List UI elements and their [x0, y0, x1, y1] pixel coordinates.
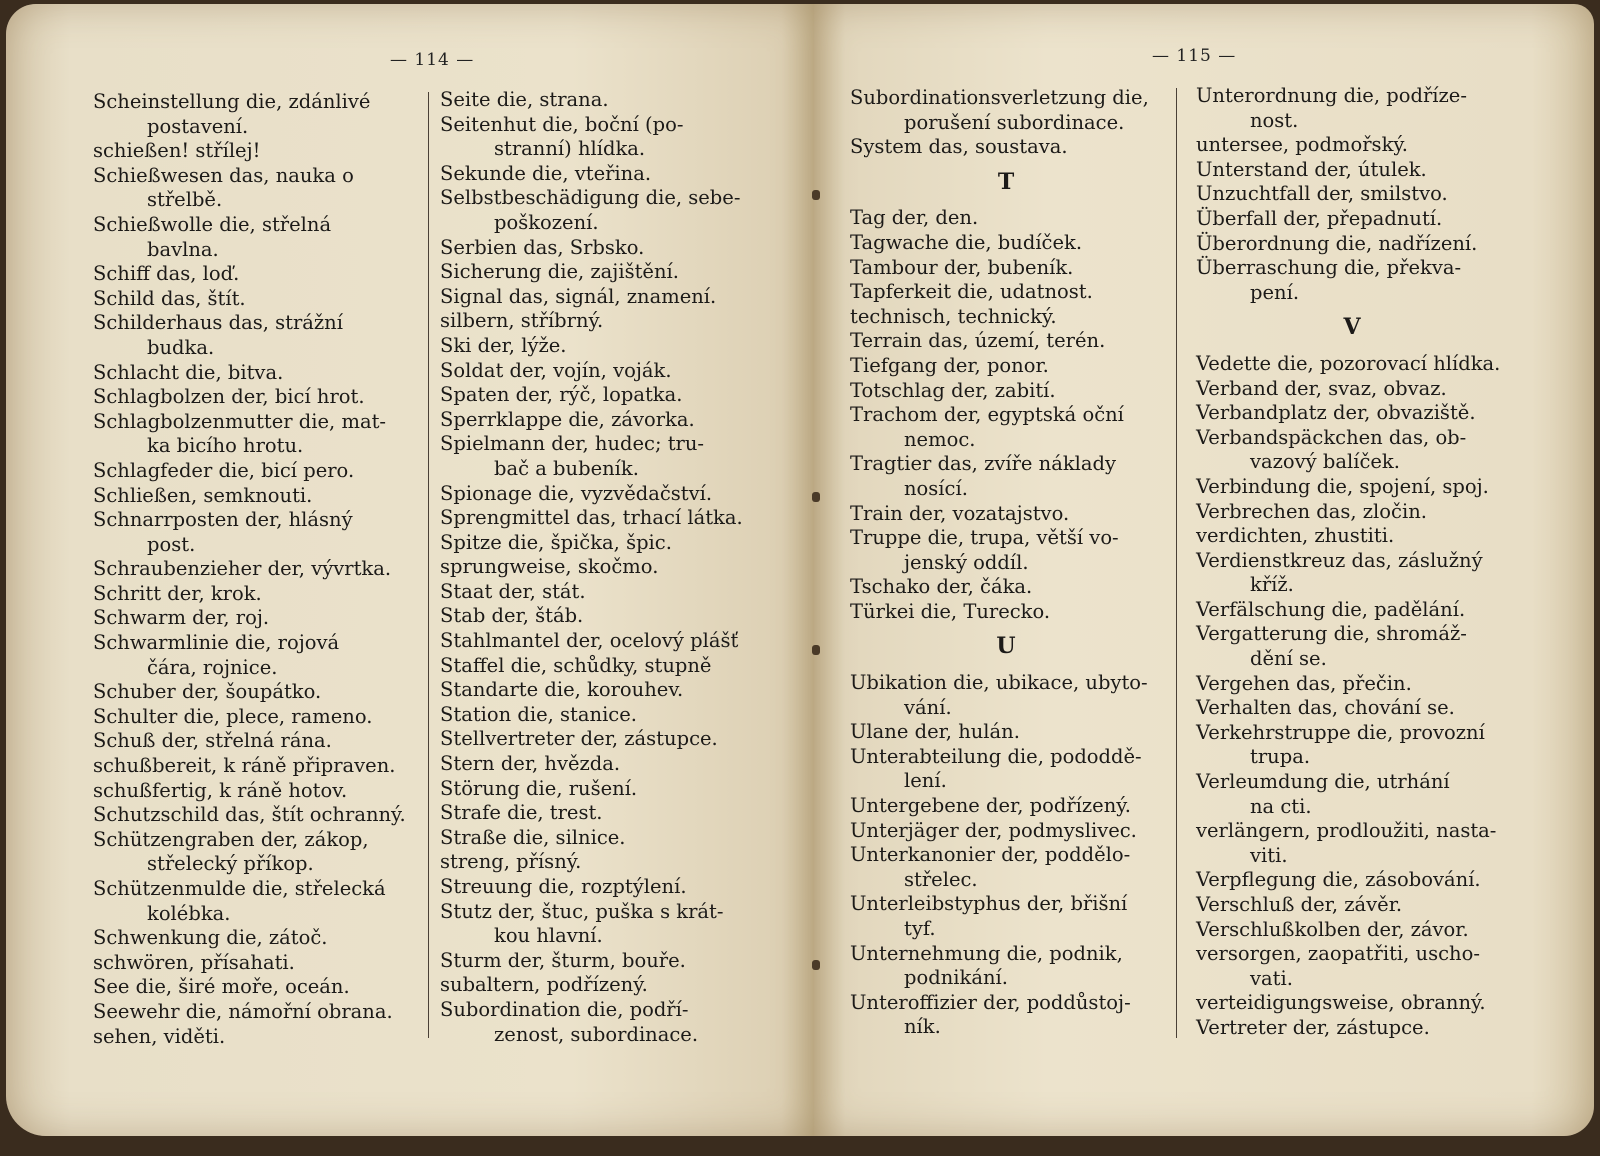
dictionary-entry	[93, 287, 411, 312]
entry-text: Trachom der, egyptská oční	[850, 403, 1124, 427]
dictionary-entry	[93, 1000, 411, 1025]
entry-text: Türkei die, Turecko.	[850, 599, 1051, 623]
dictionary-entry	[440, 777, 758, 802]
dictionary-entry	[93, 754, 411, 779]
entry-text: Störung die, rušení.	[440, 776, 638, 800]
dictionary-entry	[1196, 524, 1508, 549]
entry-text: Verfälschung die, padělání.	[1196, 597, 1466, 621]
dictionary-entry	[93, 459, 411, 484]
entry-text: Schlacht die, bitva.	[93, 360, 284, 384]
entry-text: Unteroffizier der, poddůstoj-	[850, 990, 1131, 1014]
entry-text: Seite die, strana.	[440, 88, 609, 111]
dictionary-entry	[440, 949, 758, 974]
dictionary-entry	[93, 606, 411, 631]
dictionary-entry	[440, 801, 758, 826]
entry-text: Schlagbolzen der, bicí hrot.	[93, 385, 365, 409]
dictionary-entry	[1196, 622, 1508, 671]
entry-text: Schnarrposten der, hlásný	[93, 508, 353, 532]
entry-text: Schwarm der, roj.	[93, 606, 270, 630]
entry-text: Sicherung die, zajištění.	[440, 260, 679, 284]
dictionary-entry	[440, 531, 758, 556]
section-letter: V	[1343, 314, 1361, 341]
entry-text: Tschako der, čáka.	[850, 575, 1033, 599]
entry-text: Schritt der, krok.	[93, 581, 262, 605]
dictionary-entry	[1196, 549, 1508, 598]
dictionary-entry	[440, 580, 758, 605]
entry-text: Schützenmulde die, střelecká	[93, 877, 386, 900]
entry-text: Vedette die, pozorovací hlídka.	[1196, 351, 1501, 375]
entry-text: Tambour der, bubeník.	[850, 255, 1074, 279]
dictionary-entry	[93, 729, 411, 754]
dictionary-entry	[850, 280, 1162, 305]
entry-text: Seitenhut die, boční (po-	[440, 112, 684, 136]
entry-continuation: vání.	[904, 695, 952, 719]
entry-text: Überfall der, přepadnutí.	[1196, 206, 1443, 230]
dictionary-entry	[93, 1025, 411, 1050]
entry-continuation: bač a bubeník.	[494, 456, 639, 480]
entry-continuation: viti.	[1250, 843, 1288, 867]
dictionary-entry	[850, 794, 1162, 819]
left-column-2	[440, 88, 758, 1047]
dictionary-entry	[93, 311, 411, 360]
dictionary-entry	[440, 408, 758, 433]
entry-text: Unterordnung die, podříze-	[1196, 84, 1467, 107]
dictionary-entry	[850, 135, 1162, 160]
dictionary-entry	[93, 975, 411, 1000]
dictionary-entry	[440, 506, 758, 531]
dictionary-entry	[1196, 942, 1508, 991]
dictionary-entry	[1196, 232, 1508, 257]
dictionary-entry	[93, 139, 411, 164]
entry-text: Tagwache die, budíček.	[850, 230, 1083, 254]
entry-continuation: nosící.	[904, 476, 968, 500]
left-column-1	[93, 90, 411, 1049]
dictionary-entry	[850, 575, 1162, 600]
dictionary-entry	[440, 678, 758, 703]
column-divider	[428, 92, 429, 1038]
entry-continuation: čára, rojnice.	[147, 655, 278, 679]
entry-continuation: nost.	[1250, 108, 1299, 132]
entry-continuation: nemoc.	[904, 427, 976, 451]
dictionary-entry	[850, 720, 1162, 745]
entry-text: Schilderhaus das, strážní	[93, 311, 343, 335]
dictionary-entry	[440, 629, 758, 654]
dictionary-entry	[93, 705, 411, 730]
dictionary-entry	[1196, 256, 1508, 305]
entry-continuation: střelecký příkop.	[147, 852, 314, 876]
dictionary-entry	[850, 942, 1162, 991]
entry-text: Unzuchtfall der, smilstvo.	[1196, 182, 1448, 206]
entry-text: Spielmann der, hudec; tru-	[440, 432, 705, 456]
entry-continuation: lení.	[904, 769, 947, 793]
dictionary-entry	[93, 385, 411, 410]
dictionary-entry	[1196, 868, 1508, 893]
entry-text: Streuung die, rozptýlení.	[440, 875, 687, 898]
entry-text: schießen! střílej!	[93, 139, 261, 163]
entry-text: Stutz der, štuc, puška s krát-	[440, 899, 724, 923]
dictionary-entry	[93, 484, 411, 509]
entry-text: Soldat der, vojín, voják.	[440, 358, 672, 382]
dictionary-entry	[440, 383, 758, 408]
dictionary-entry	[1196, 672, 1508, 697]
dictionary-entry	[440, 260, 758, 285]
dictionary-entry	[1196, 696, 1508, 721]
binding-stitch	[812, 960, 820, 970]
dictionary-entry	[93, 90, 411, 139]
entry-continuation: vazový balíček.	[1250, 450, 1400, 474]
entry-text: Standarte die, korouhev.	[440, 678, 684, 702]
entry-text: Verkehrstruppe die, provozní	[1196, 720, 1485, 744]
entry-text: Selbstbeschädigung die, sebe-	[440, 186, 741, 210]
dictionary-entry	[440, 309, 758, 334]
entry-text: Verhalten das, chování se.	[1196, 696, 1455, 720]
entry-text: Tag der, den.	[850, 206, 979, 230]
entry-text: Stab der, štáb.	[440, 604, 584, 628]
dictionary-entry	[1196, 84, 1508, 133]
entry-text: Unterstand der, útulek.	[1196, 157, 1427, 181]
dictionary-entry	[93, 680, 411, 705]
dictionary-entry	[1196, 133, 1508, 158]
dictionary-entry	[440, 850, 758, 875]
dictionary-entry	[440, 752, 758, 777]
dictionary-entry	[93, 410, 411, 459]
entry-text: Tapferkeit die, udatnost.	[850, 280, 1093, 304]
dictionary-entry	[1196, 1016, 1508, 1041]
entry-text: Untergebene der, podřízený.	[850, 794, 1131, 818]
entry-continuation: stranní) hlídka.	[494, 137, 646, 161]
entry-text: Ski der, lýže.	[440, 333, 567, 357]
dictionary-entry	[440, 826, 758, 851]
column-divider	[1176, 88, 1177, 1038]
dictionary-entry	[440, 555, 758, 580]
dictionary-entry	[850, 403, 1162, 452]
entry-text: Verleumdung die, utrhání	[1196, 770, 1450, 794]
dictionary-entry	[440, 88, 758, 113]
entry-text: subaltern, podřízený.	[440, 973, 648, 997]
entry-text: Station die, stanice.	[440, 702, 637, 726]
dictionary-entry	[440, 727, 758, 752]
dictionary-entry	[440, 482, 758, 507]
section-letter: T	[997, 168, 1015, 195]
entry-text: Unterabteilung die, pododdě-	[850, 744, 1142, 768]
page-number-left: — 114 —	[390, 50, 475, 70]
entry-text: verlängern, prodloužiti, nasta-	[1196, 819, 1497, 843]
entry-continuation: porušení subordinace.	[904, 110, 1125, 134]
entry-text: Scheinstellung die, zdánlivé	[93, 90, 371, 113]
entry-text: Schutzschild das, štít ochranný.	[93, 803, 406, 827]
entry-text: silbern, stříbrný.	[440, 309, 604, 333]
dictionary-entry	[850, 502, 1162, 527]
entry-text: Vergatterung die, shromáž-	[1196, 622, 1467, 646]
dictionary-entry	[440, 703, 758, 728]
entry-continuation: podnikání.	[904, 966, 1008, 990]
dictionary-entry	[93, 828, 411, 877]
dictionary-entry	[850, 452, 1162, 501]
entry-text: Schulter die, plece, rameno.	[93, 704, 373, 728]
entry-text: Sprengmittel das, trhací látka.	[440, 506, 743, 530]
entry-text: Verbandspäckchen das, ob-	[1196, 425, 1467, 449]
entry-text: Verpflegung die, zásobování.	[1196, 868, 1481, 892]
dictionary-entry	[850, 231, 1162, 256]
dictionary-entry	[1196, 426, 1508, 475]
dictionary-entry	[1196, 475, 1508, 500]
entry-text: Tiefgang der, ponor.	[850, 353, 1049, 377]
entry-text: untersee, podmořský.	[1196, 133, 1409, 157]
dictionary-entry	[440, 875, 758, 900]
dictionary-entry	[93, 557, 411, 582]
entry-text: Überordnung die, nadřízení.	[1196, 231, 1478, 255]
dictionary-entry	[93, 262, 411, 287]
entry-text: Verbindung die, spojení, spoj.	[1196, 474, 1489, 498]
dictionary-entry	[440, 162, 758, 187]
entry-continuation: střelbě.	[147, 188, 223, 212]
entry-continuation: trupa.	[1250, 745, 1311, 769]
dictionary-entry	[93, 779, 411, 804]
entry-text: Verschluß der, závěr.	[1196, 893, 1403, 916]
dictionary-entry	[440, 113, 758, 162]
entry-text: Verdienstkreuz das, záslužný	[1196, 548, 1483, 572]
dictionary-entry	[440, 432, 758, 481]
dictionary-entry	[1196, 991, 1508, 1016]
entry-text: Schiff das, loď.	[93, 262, 240, 286]
entry-text: Staffel die, schůdky, stupně	[440, 653, 712, 677]
entry-text: Sturm der, šturm, bouře.	[440, 948, 686, 972]
entry-text: versorgen, zaopatřiti, uscho-	[1196, 942, 1480, 966]
entry-text: Schließen, semknouti.	[93, 483, 313, 507]
dictionary-entry	[1196, 182, 1508, 207]
dictionary-entry	[1196, 158, 1508, 183]
entry-text: Ubikation die, ubikace, ubyto-	[850, 671, 1148, 695]
entry-text: Schraubenzieher der, vývrtka.	[93, 557, 392, 581]
entry-text: Totschlag der, zabití.	[850, 378, 1056, 402]
entry-text: Train der, vozatajstvo.	[850, 501, 1070, 525]
entry-text: Überraschung die, překva-	[1196, 256, 1462, 280]
binding-stitch	[812, 645, 820, 655]
entry-text: Schlagfeder die, bicí pero.	[93, 458, 355, 482]
entry-text: Sperrklappe die, závorka.	[440, 407, 695, 431]
dictionary-entry	[850, 892, 1162, 941]
entry-continuation: poškození.	[494, 210, 599, 234]
page-number-right: — 115 —	[1152, 46, 1237, 66]
entry-continuation: vati.	[1250, 966, 1293, 990]
dictionary-entry	[440, 654, 758, 679]
dictionary-entry	[850, 526, 1162, 575]
dictionary-entry	[1196, 819, 1508, 868]
entry-text: Schwarmlinie die, rojová	[93, 631, 340, 655]
entry-continuation: kříž.	[1250, 573, 1294, 597]
binding-stitch	[812, 492, 820, 502]
entry-text: Spionage die, vyzvědačství.	[440, 481, 713, 505]
entry-text: Schießwesen das, nauka o	[93, 163, 354, 187]
entry-text: Subordinationsverletzung die,	[850, 86, 1149, 109]
dictionary-entry	[93, 213, 411, 262]
entry-text: verdichten, zhustiti.	[1196, 524, 1395, 548]
right-column-1	[850, 86, 1162, 1040]
dictionary-entry	[850, 305, 1162, 330]
entry-text: Schlagbolzenmutter die, mat-	[93, 409, 386, 433]
dictionary-entry	[1196, 918, 1508, 943]
entry-continuation: ník.	[904, 1015, 941, 1039]
dictionary-entry	[440, 236, 758, 261]
entry-text: Stellvertreter der, zástupce.	[440, 727, 718, 751]
entry-text: Truppe die, trupa, větší vo-	[850, 526, 1119, 550]
dictionary-entry	[850, 745, 1162, 794]
right-column-2	[1196, 84, 1508, 1041]
dictionary-entry	[850, 600, 1162, 625]
dictionary-entry	[850, 329, 1162, 354]
entry-text: Schild das, štít.	[93, 286, 246, 310]
entry-continuation: tyf.	[904, 917, 936, 940]
entry-text: System das, soustava.	[850, 135, 1068, 159]
dictionary-entry	[440, 285, 758, 310]
dictionary-entry	[850, 991, 1162, 1040]
entry-continuation: dění se.	[1250, 647, 1327, 671]
entry-text: Signal das, signál, znamení.	[440, 284, 717, 308]
entry-text: Schießwolle die, střelná	[93, 212, 332, 236]
dictionary-entry	[1196, 207, 1508, 232]
entry-continuation: pení.	[1250, 280, 1300, 304]
entry-continuation: kou hlavní.	[494, 924, 603, 948]
dictionary-entry	[93, 582, 411, 607]
dictionary-entry	[1196, 770, 1508, 819]
dictionary-entry	[1196, 598, 1508, 623]
entry-continuation: budka.	[147, 335, 215, 359]
dictionary-entry	[1196, 401, 1508, 426]
dictionary-entry	[850, 671, 1162, 720]
entry-text: Staat der, stát.	[440, 579, 586, 603]
entry-text: Vertreter der, zástupce.	[1196, 1015, 1430, 1039]
entry-text: streng, přísný.	[440, 850, 582, 874]
entry-continuation: na cti.	[1250, 794, 1312, 818]
entry-text: Spaten der, rýč, lopatka.	[440, 383, 683, 407]
entry-text: Unterkanonier der, poddělo-	[850, 843, 1131, 867]
entry-continuation: zenost, subordinace.	[494, 1022, 699, 1046]
dictionary-entry	[850, 86, 1162, 135]
entry-text: Serbien das, Srbsko.	[440, 235, 645, 259]
entry-text: Stern der, hvězda.	[440, 752, 621, 776]
dictionary-entry	[440, 359, 758, 384]
entry-text: Terrain das, území, terén.	[850, 329, 1106, 353]
entry-text: Unterleibstyphus der, břišní	[850, 892, 1128, 916]
entry-text: schwören, přísahati.	[93, 950, 295, 974]
dictionary-entry	[93, 361, 411, 386]
dictionary-entry	[93, 164, 411, 213]
dictionary-entry	[850, 256, 1162, 281]
entry-text: Verschlußkolben der, závor.	[1196, 917, 1469, 941]
dictionary-entry	[1196, 377, 1508, 402]
dictionary-entry	[440, 900, 758, 949]
entry-text: Schuber der, šoupátko.	[93, 680, 322, 704]
section-letter: U	[996, 633, 1016, 660]
entry-text: Unterjäger der, podmyslivec.	[850, 818, 1137, 842]
entry-text: Vergehen das, přečin.	[1196, 671, 1412, 695]
entry-text: Spitze die, špička, špic.	[440, 530, 672, 554]
dictionary-entry	[440, 604, 758, 629]
entry-text: Sekunde die, vteřina.	[440, 161, 652, 185]
entry-text: sprungweise, skočmo.	[440, 555, 659, 579]
dictionary-entry	[850, 819, 1162, 844]
entry-continuation: jenský oddíl.	[904, 550, 1029, 574]
entry-text: Schützengraben der, zákop,	[93, 827, 369, 851]
binding-stitch	[812, 190, 820, 200]
dictionary-entry	[93, 877, 411, 926]
entry-continuation: bavlna.	[147, 237, 219, 261]
dictionary-entry	[1196, 721, 1508, 770]
entry-continuation: ka bicího hrotu.	[147, 434, 304, 458]
entry-text: verteidigungsweise, obranný.	[1196, 991, 1486, 1015]
dictionary-entry	[1196, 352, 1508, 377]
dictionary-entry	[93, 803, 411, 828]
entry-text: Seewehr die, námořní obrana.	[93, 999, 393, 1023]
entry-text: sehen, viděti.	[93, 1024, 226, 1048]
entry-text: Strafe die, trest.	[440, 801, 603, 825]
entry-text: technisch, technický.	[850, 304, 1057, 328]
entry-text: Ulane der, hulán.	[850, 720, 1020, 744]
entry-text: Unternehmung die, podnik,	[850, 941, 1123, 965]
dictionary-entry	[93, 951, 411, 976]
entry-continuation: kolébka.	[147, 901, 231, 925]
entry-continuation: post.	[147, 532, 196, 556]
entry-text: See die, širé moře, oceán.	[93, 975, 350, 999]
entry-continuation: postavení.	[147, 114, 249, 138]
entry-text: Verband der, svaz, obvaz.	[1196, 376, 1447, 400]
entry-text: schußbereit, k ráně připraven.	[93, 754, 396, 778]
dictionary-entry	[440, 186, 758, 235]
dictionary-entry	[1196, 500, 1508, 525]
dictionary-entry	[850, 354, 1162, 379]
dictionary-entry	[93, 926, 411, 951]
entry-text: schußfertig, k ráně hotov.	[93, 778, 348, 802]
dictionary-entry	[440, 334, 758, 359]
entry-text: Verbandplatz der, obvaziště.	[1196, 401, 1476, 425]
dictionary-entry	[850, 843, 1162, 892]
entry-continuation: střelec.	[904, 867, 978, 891]
dictionary-entry	[1196, 893, 1508, 918]
dictionary-entry	[440, 998, 758, 1047]
entry-text: Subordination die, podří-	[440, 997, 689, 1021]
entry-text: Schwenkung die, zátoč.	[93, 926, 328, 950]
dictionary-entry	[850, 379, 1162, 404]
dictionary-entry	[93, 631, 411, 680]
entry-text: Verbrechen das, zločin.	[1196, 499, 1427, 523]
entry-text: Schuß der, střelná rána.	[93, 729, 332, 753]
dictionary-entry	[93, 508, 411, 557]
dictionary-entry	[440, 973, 758, 998]
dictionary-entry	[850, 206, 1162, 231]
entry-text: Straße die, silnice.	[440, 825, 626, 849]
entry-text: Stahlmantel der, ocelový plášť	[440, 629, 739, 653]
entry-text: Tragtier das, zvíře náklady	[850, 452, 1117, 476]
